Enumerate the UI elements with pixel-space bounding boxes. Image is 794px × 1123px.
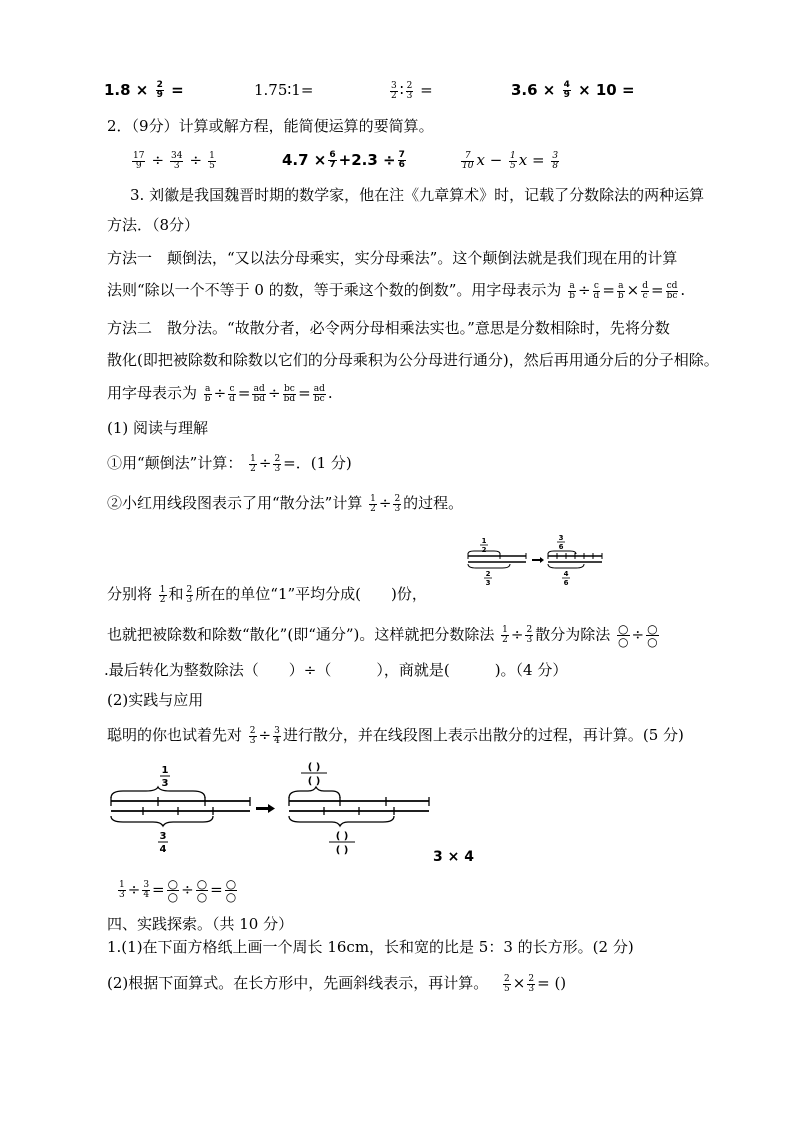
- method1-line1: 方法一 颠倒法，“又以法分母乘实，实分母乘法”。这个颠倒法就是我们现在用的计算: [107, 249, 678, 267]
- calc-1: 1.8 × $\frac{2}{9}$ =: [104, 80, 184, 100]
- sub1-b: ②小红用线段图表示了用“散分法”计算 $\frac{1}{2}$ ÷ $\frac{2}{3}$ 的过程。: [107, 493, 464, 514]
- q2-title: 2．（9分）计算或解方程，能简便运算的要简算。: [107, 117, 434, 135]
- calc-3: $\frac{3}{2}$ ∶ $\frac{2}{3}$ =: [391, 80, 433, 101]
- xiaohong-line-diagram: [466, 532, 606, 592]
- method2-line2: 散化(即把被除数和除数以它们的分母乘积为公分母进行通分)，然后再用通分后的分子相除。: [107, 351, 719, 369]
- fill-3: .最后转化为整数除法（ ）÷（ ），商就是( )。（4 分）: [104, 661, 568, 679]
- fill-2: 也就把被除数和除数“散化”(即“通分”)。这样就把分数除法 $\frac{1}{2}$ ÷ $\frac{2}{3}$ 散分为除法 ○ ○ ÷ ○ ○: [107, 622, 658, 649]
- q4-part1: 1.(1)在下面方格纸上画一个周长 16cm，长和宽的比是 5：3 的长方形。(2 分): [107, 938, 634, 956]
- arrow: [532, 557, 544, 563]
- q4-title: 四、实践探索。（共 10 分）: [107, 915, 294, 933]
- calc-4: 3.6 × $\frac{4}{9}$ × 10 =: [511, 80, 635, 100]
- label-half: 1: [481, 537, 487, 545]
- practice-equation: $\frac{1}{3}$ ÷ $\frac{3}{4}$ = ○ ○ ÷ ○ ○ = ○ ○: [119, 877, 237, 904]
- calc-2: 1.75∶1=: [254, 81, 314, 99]
- paren-top-num: ( ): [307, 762, 321, 773]
- svg-text:6: 6: [558, 543, 564, 551]
- paren-bot-num: ( ): [335, 831, 349, 842]
- practice-line-diagram: [108, 760, 433, 860]
- svg-text:6: 6: [563, 579, 569, 587]
- fill-1: 分别将 $\frac{1}{2}$ 和 $\frac{2}{3}$ 所在的单位“1”平均分成( )份，: [107, 584, 427, 605]
- method2-line1: 方法二 散分法。“故散分者，必令两分母相乘法实也。”意思是分数相除时，先将分数: [107, 319, 670, 337]
- q4-part2: (2)根据下面算式。在长方形中，先画斜线表示，再计算。 $\frac{2}{5}$ × $\frac{2}{3}$ = (): [107, 973, 567, 994]
- q2-calc-2: 4.7 × $\frac{6}{7}$ +2.3 ÷ $\frac{7}{6}$: [282, 150, 405, 170]
- label-three-fourths: 3: [159, 831, 167, 842]
- svg-text:3: 3: [485, 579, 491, 587]
- method2-line3: 用字母表示为 $\frac{a}{b}$ ÷ $\frac{c}{d}$ = $\frac{ad}{bd}$ ÷ $\frac{bc}{bd}$ = $\frac{ad}{bc}$ .: [107, 383, 333, 404]
- q2-calc-1: $\frac{17}{9}$ ÷ $\frac{34}{3}$ ÷ $\frac{1}{5}$: [133, 150, 215, 171]
- q3-intro-2: 方法．（8分）: [107, 216, 200, 234]
- paren-top-den: ( ): [307, 776, 321, 787]
- sub2-a: 聪明的你也试着先对 $\frac{2}{3}$ ÷ $\frac{3}{4}$ 进行散分，并在线段图上表示出散分的过程，再计算。(5 分): [107, 725, 684, 746]
- label-four-sixths: 4: [563, 570, 569, 578]
- label-two-thirds: 2: [485, 570, 491, 578]
- label-three-sixths: 3: [558, 534, 564, 542]
- mult-label: 3 × 4: [433, 849, 474, 865]
- label-one-third: 1: [161, 765, 169, 776]
- method1-line2: 法则“除以一个不等于 0 的数，等于乘这个数的倒数”。用字母表示为 $\frac{a}{b}$ ÷ $\frac{c}{d}$ = $\frac{a}{b}$ × $\frac{d}{c}$ = $\frac{cd}{bc}$ .: [107, 280, 686, 301]
- sub1-title: (1) 阅读与理解: [107, 419, 209, 437]
- svg-text:3: 3: [161, 778, 169, 789]
- q3-intro-1: 3. 刘徽是我国魏晋时期的数学家，他在注《九章算术》时，记载了分数除法的两种运算: [130, 186, 705, 204]
- sub1-a: ①用“颠倒法”计算： $\frac{1}{2}$ ÷ $\frac{2}{3}$ =．(1 分): [107, 453, 352, 474]
- q2-equation: $\frac{7}{10}$ x − $\frac{1}{5}$ x = $\frac{3}{8}$: [462, 150, 559, 171]
- arrow: [256, 804, 275, 813]
- svg-text:2: 2: [481, 546, 487, 554]
- svg-text:4: 4: [159, 844, 167, 855]
- sub2-title: (2)实践与应用: [107, 691, 204, 709]
- paren-bot-den: ( ): [335, 845, 349, 856]
